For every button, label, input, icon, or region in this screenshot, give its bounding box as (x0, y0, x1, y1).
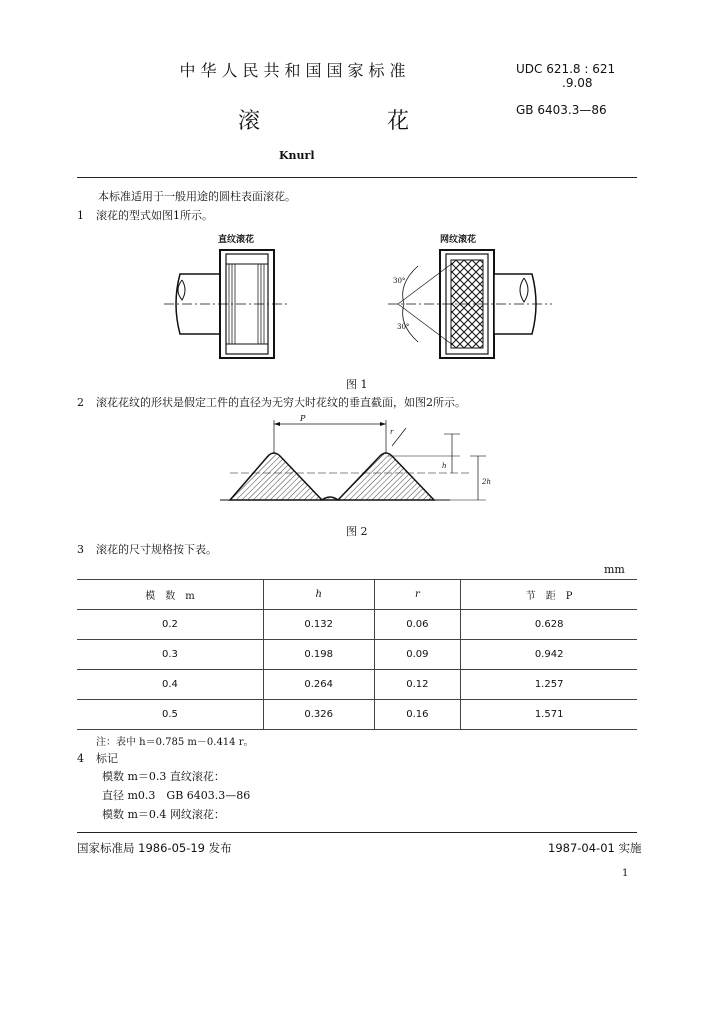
section-3-number: 3 (77, 543, 84, 556)
figure-1-label-straight: 直纹滚花 (218, 235, 255, 245)
english-title: Knurl (279, 149, 315, 162)
page-title: 滚 花 (238, 109, 469, 134)
figure-2-label-2h: 2h (482, 478, 491, 486)
marking-example-1: 模数 m＝0.3 直纹滚花： (102, 770, 225, 783)
standard-name: 中华人民共和国国家标准 (179, 61, 411, 80)
intro-paragraph: 本标准适用于一般用途的圆柱表面滚花。 (98, 190, 296, 203)
table-cell: 1.257 (461, 670, 637, 700)
table-cell: 0.2 (77, 610, 263, 640)
knurl-spec-table (77, 579, 637, 730)
column-header-h: h (263, 580, 374, 610)
section-1-number: 1 (77, 209, 84, 222)
page-number: 1 (622, 868, 629, 879)
udc-line-2: .9.08 (562, 76, 593, 90)
figure-2-label-h: h (442, 462, 447, 470)
column-header-pitch: 节 距 P (461, 580, 637, 610)
section-1-text: 滚花的型式如图1所示。 (96, 209, 213, 222)
figure-1-label-diamond: 网纹滚花 (440, 235, 477, 245)
table-cell: 0.132 (263, 610, 374, 640)
marking-example-3: 模数 m＝0.4 网纹滚花： (102, 808, 225, 821)
table-cell: 0.942 (461, 640, 637, 670)
figure-1-knurl-types (160, 228, 560, 368)
table-cell: 0.326 (263, 700, 374, 730)
table-cell: 0.198 (263, 640, 374, 670)
table-row (77, 610, 637, 640)
table-cell: 0.264 (263, 670, 374, 700)
table-cell: 0.09 (374, 640, 461, 670)
table-cell: 0.628 (461, 610, 637, 640)
figure-2-label-radius: r (390, 428, 394, 436)
issue-date: 国家标准局 1986-05-19 发布 (77, 841, 232, 855)
figure-1-angle-bottom: 30° (397, 323, 410, 331)
figure-1-caption: 图 1 (346, 378, 368, 391)
figure-2-knurl-profile (220, 414, 510, 514)
table-row (77, 640, 637, 670)
diamond-knurl-drawing (388, 250, 552, 358)
table-cell: 0.3 (77, 640, 263, 670)
marking-example-2: 直径 m0.3 GB 6403.3—86 (102, 789, 251, 802)
header-divider (77, 177, 637, 178)
straight-knurl-drawing (164, 250, 290, 358)
table-cell: 0.4 (77, 670, 263, 700)
table-cell: 0.12 (374, 670, 461, 700)
table-note: 注：表中 h＝0.785 m－0.414 r。 (96, 737, 254, 748)
section-2-text: 滚花花纹的形状是假定工件的直径为无穷大时花纹的垂直截面，如图2所示。 (96, 396, 466, 409)
table-row (77, 700, 637, 730)
column-header-r: r (374, 580, 461, 610)
unit-label: mm (604, 563, 625, 576)
section-4-text: 标记 (96, 752, 118, 765)
table-cell: 1.571 (461, 700, 637, 730)
effective-date: 1987-04-01 实施 (548, 841, 642, 855)
gb-number: GB 6403.3—86 (516, 103, 607, 117)
figure-1-angle-top: 30° (393, 277, 406, 285)
column-header-module: 模 数 m (77, 580, 263, 610)
udc-number (516, 62, 615, 90)
section-4-number: 4 (77, 752, 84, 765)
section-2-number: 2 (77, 396, 84, 409)
table-row (77, 670, 637, 700)
table-cell: 0.16 (374, 700, 461, 730)
udc-line-1: UDC 621.8 : 621 (516, 62, 616, 76)
figure-2-caption: 图 2 (346, 525, 368, 538)
section-3-text: 滚花的尺寸规格按下表。 (96, 543, 217, 556)
footer-divider (77, 832, 637, 833)
table-cell: 0.5 (77, 700, 263, 730)
figure-2-label-pitch: P (300, 414, 306, 423)
table-cell: 0.06 (374, 610, 461, 640)
table-header-row (77, 580, 637, 610)
